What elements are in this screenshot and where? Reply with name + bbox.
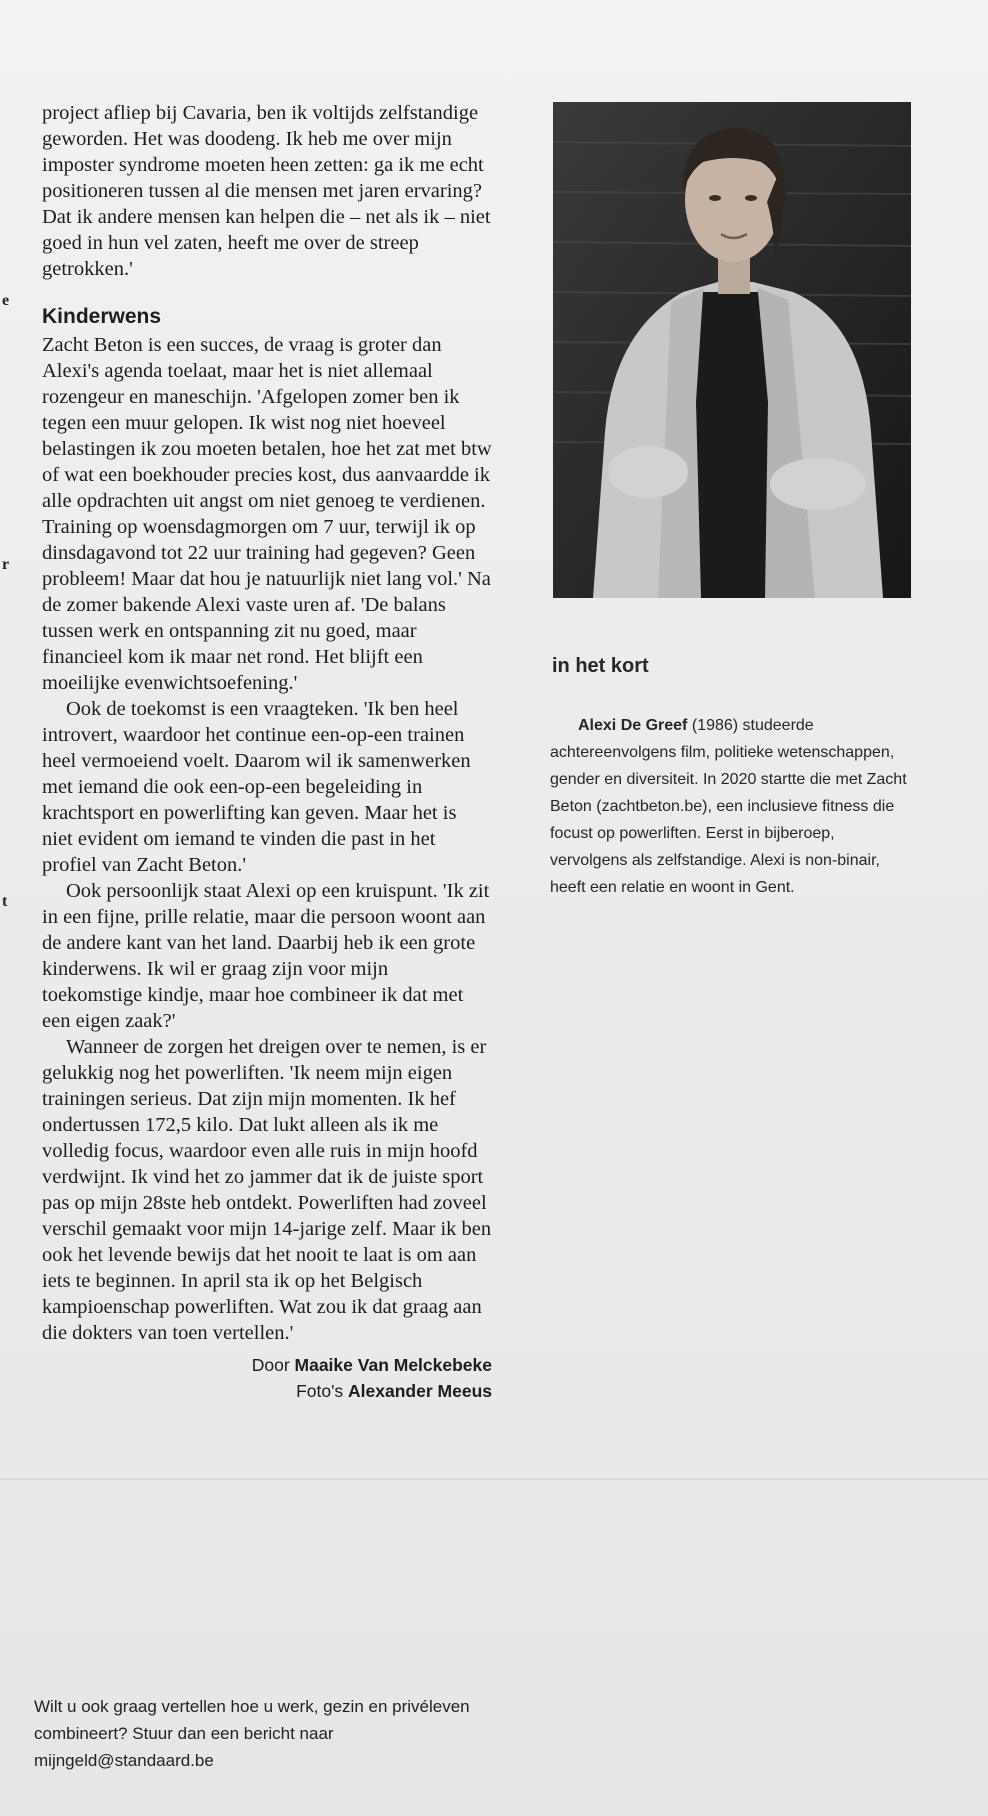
profile-name: Alexi De Greef <box>578 717 688 734</box>
edge-letter: r <box>2 556 10 573</box>
byline-photo-prefix: Foto's <box>296 1381 349 1401</box>
byline <box>42 1352 492 1404</box>
info-box-title: in het kort <box>552 655 649 677</box>
article-column <box>42 100 492 1404</box>
byline-photographer: Alexander Meeus <box>348 1381 492 1401</box>
reader-call-to-action: Wilt u ook graag vertellen hoe u werk, gezin en privéleven combineert? Stuur dan een bericht naar mijngeld@standaard.be <box>34 1697 470 1770</box>
byline-author: Maaike Van Melckebeke <box>294 1355 492 1375</box>
byline-author-prefix: Door <box>251 1355 295 1375</box>
section-heading: Kinderwens <box>42 305 162 328</box>
portrait-photo <box>553 102 911 598</box>
edge-letter: t <box>2 893 8 910</box>
info-box-body <box>550 712 910 901</box>
edge-letter: e <box>2 292 10 309</box>
info-box <box>550 655 910 901</box>
profile-bio: (1986) studeerde achtereenvolgens film, politieke wetenschappen, gender en diversiteit. In 2020 startte die met Zacht Beton (zachtbeton.be), een inclusieve fitness die focust op powerliften. Eerst in bijberoep, vervolgens als zelfstandige. Alexi is non-binair, heeft een relatie en woont in Gent. <box>550 717 907 896</box>
article-paragraph-3: Ook persoonlijk staat Alexi op een kruispunt. 'Ik zit in een fijne, prille relatie, maar die persoon woont aan de andere kant van het land. Daarbij heb ik een grote kinderwens. Ik wil er graag zijn voor mijn toekomstige kindje, maar hoe combineer ik dat met een eigen zaak?' <box>42 880 490 1032</box>
article-paragraph-4: Wanneer de zorgen het dreigen over te nemen, is er gelukkig nog het powerliften. 'Ik neem mijn eigen trainingen serieus. Dat zijn mijn momenten. Ik hef ondertussen 172,5 kilo. Dat lukt alleen als ik me volledig focus, waardoor even alle ruis in mijn hoofd verdwijnt. Ik vind het zo jammer dat ik de juiste sport pas op mijn 28ste heb ontdekt. Powerliften had zoveel verschil gemaakt voor mijn 14-jarige zelf. Maar ik ben ook het levende bewijs dat het nooit te laat is om aan iets te beginnen. In april sta ik op het Belgisch kampioenschap powerliften. Wat zou ik dat graag aan die dokters van toen vertellen.' <box>42 1036 492 1344</box>
newspaper-fold <box>0 1478 988 1480</box>
article-intro: project afliep bij Cavaria, ben ik voltijds zelfstandige geworden. Het was doodeng. Ik heb me over mijn imposter syndrome moeten heen zetten: ga ik me echt positioneren tussen al die mensen met jaren ervaring? Dat ik andere mensen kan helpen die – net als ik – niet goed in hun vel zaten, heeft me over de streep getrokken.' <box>42 102 491 280</box>
portrait-illustration <box>553 102 911 598</box>
article-paragraph-1: Zacht Beton is een succes, de vraag is groter dan Alexi's agenda toelaat, maar het is niet allemaal rozengeur en maneschijn. 'Afgelopen zomer ben ik tegen een muur gelopen. Ik wist nog niet hoeveel belastingen ik zou moeten betalen, hoe het zat met btw of wat een boekhouder precies kost, dus aanvaardde ik alle opdrachten uit angst om niet genoeg te verdienen. Training op woensdagmorgen om 7 uur, terwijl ik op dinsdagavond tot 22 uur training had gegeven? Geen probleem! Maar dat hou je natuurlijk niet lang vol.' Na de zomer bakende Alexi vaste uren af. 'De balans tussen werk en ontspanning zit nu goed, maar financieel kom ik maar net rond. Het blijft een moeilijke evenwichtsoefening.' <box>42 334 492 694</box>
article-paragraph-2: Ook de toekomst is een vraagteken. 'Ik ben heel introvert, waardoor het continue een-op-een trainen heel vermoeiend voelt. Daarom wil ik samenwerken met iemand die ook een-op-een begeleiding in krachtsport en powerlifting kan geven. Maar het is niet evident om iemand te vinden die past in het profiel van Zacht Beton.' <box>42 698 471 876</box>
